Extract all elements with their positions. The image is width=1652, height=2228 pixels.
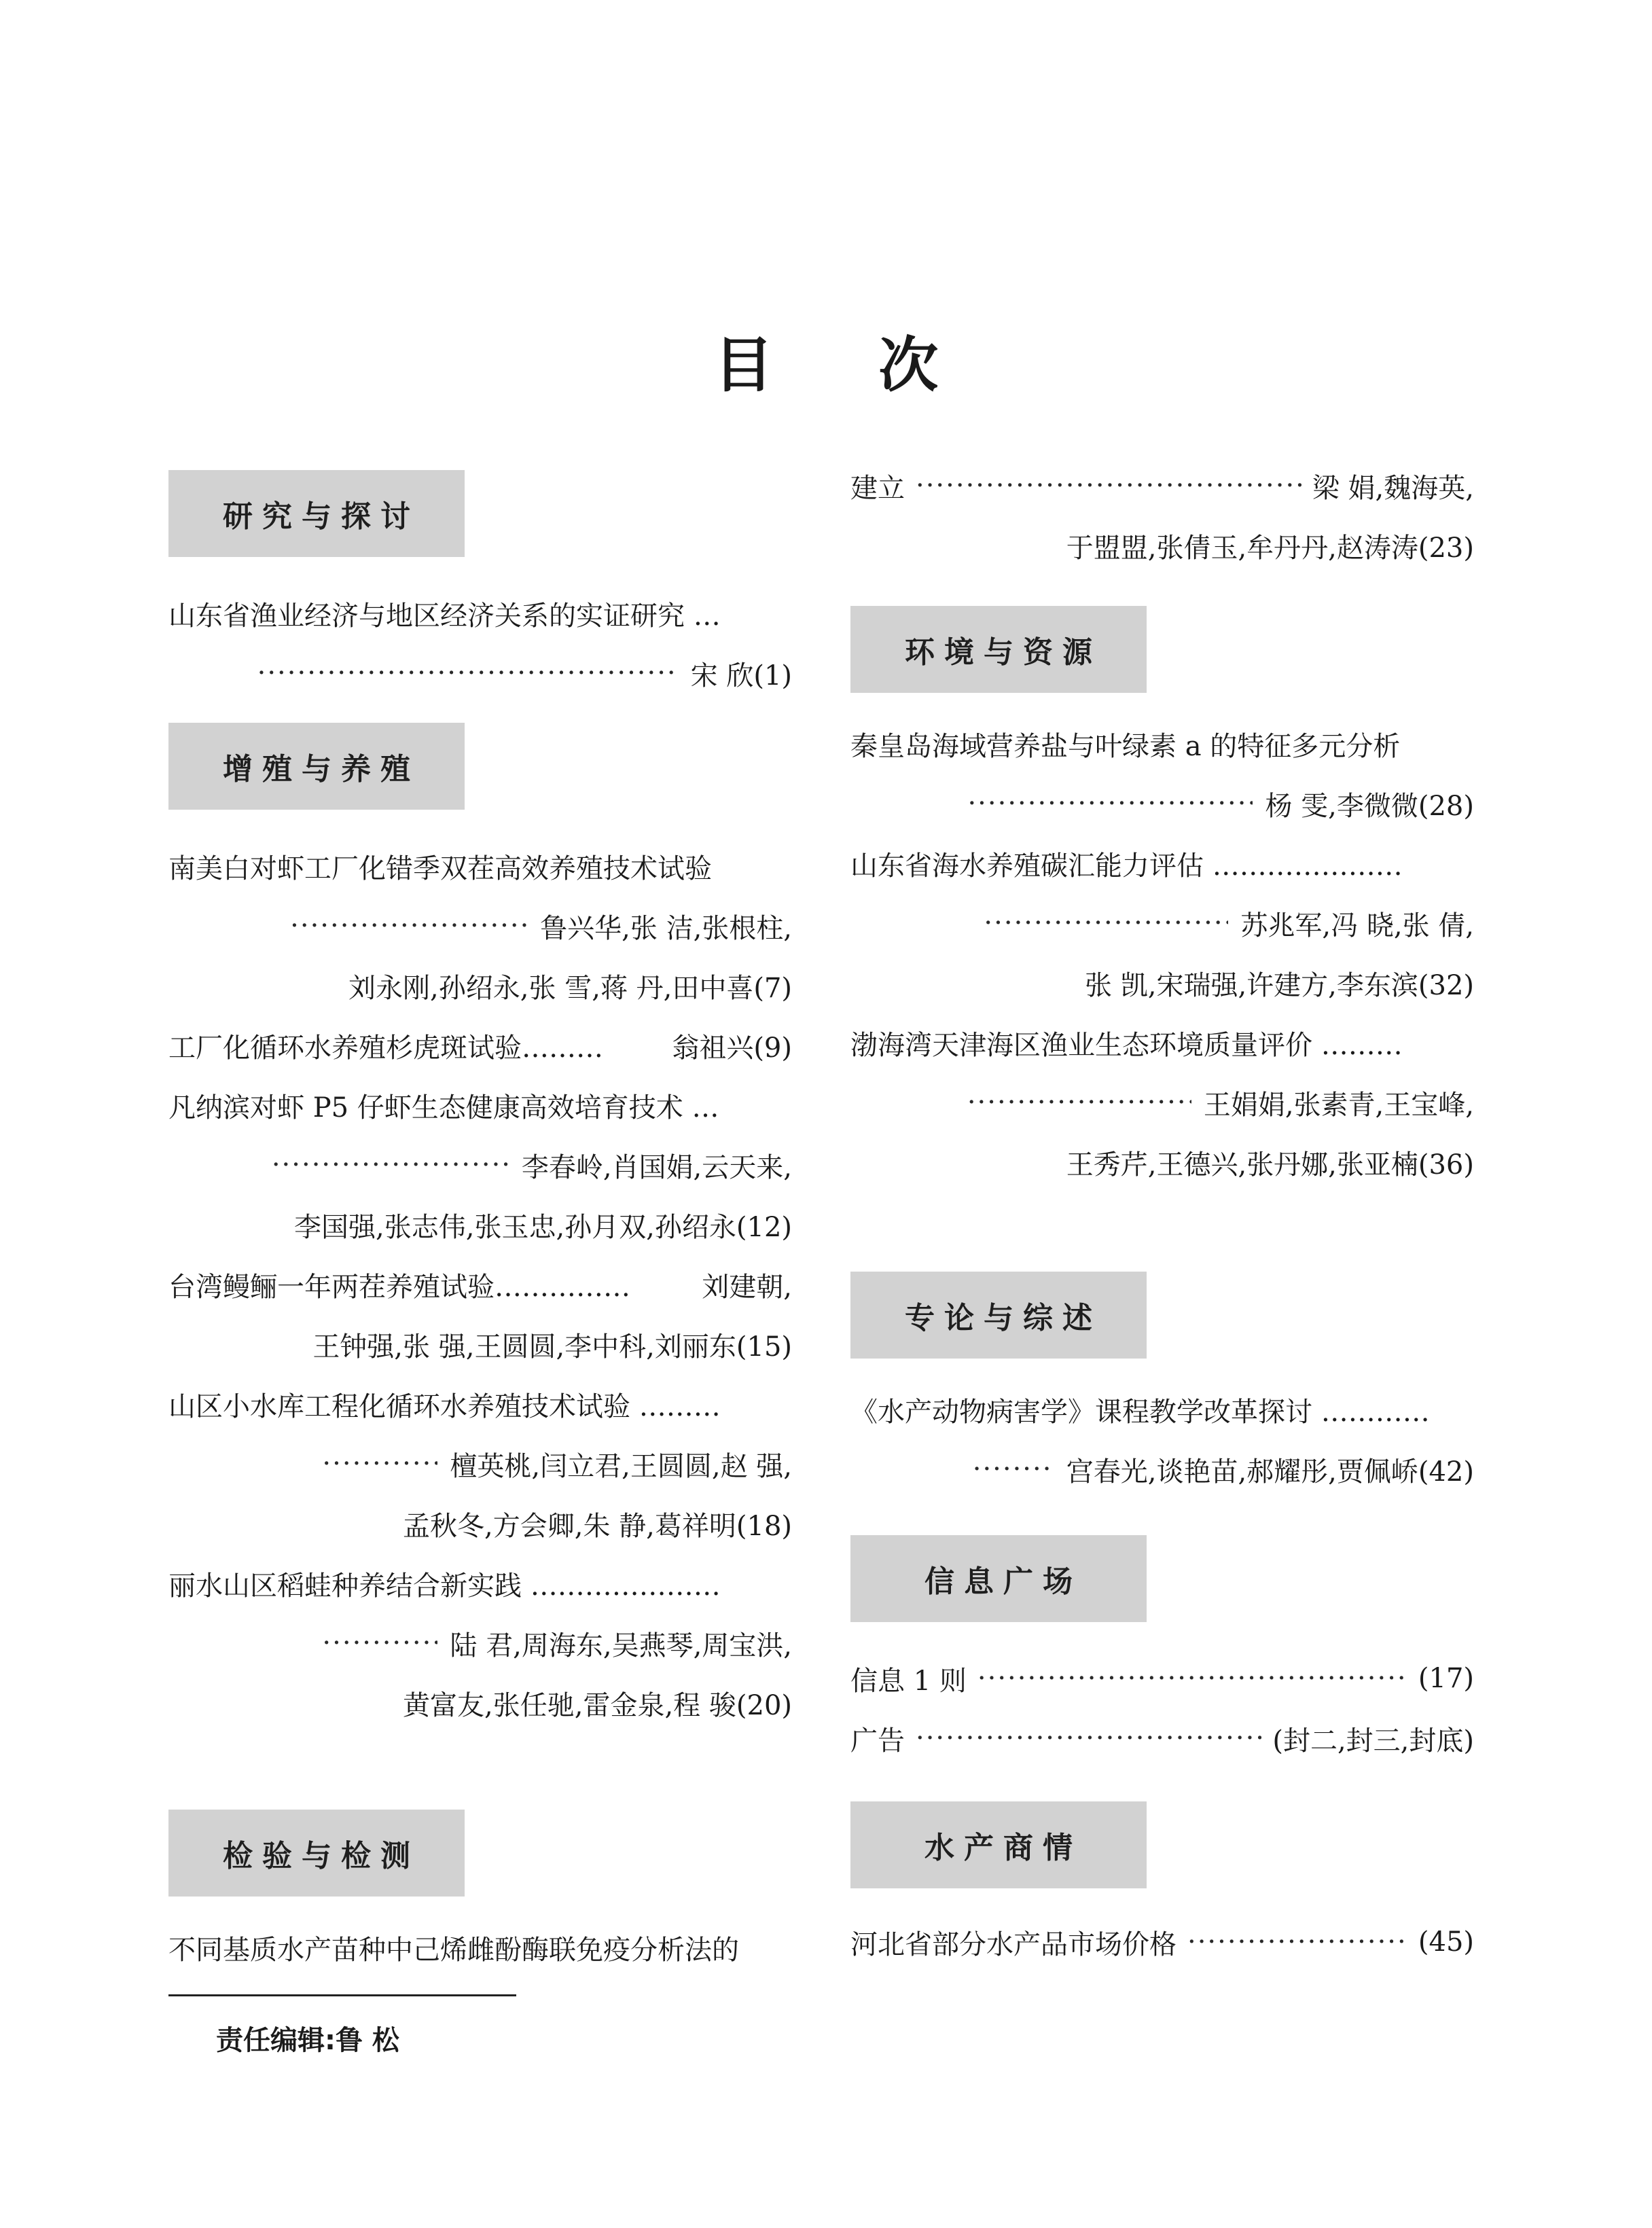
toc-entry-title[interactable]: 山东省海水养殖碳汇能力评估 …………………: [850, 850, 1403, 882]
page-number: (17): [1418, 1663, 1474, 1694]
leader-dots: [1187, 1926, 1407, 1958]
toc-entry[interactable]: [168, 1263, 792, 1306]
section-market: 水产商情: [850, 1801, 1147, 1888]
toc-entry-title[interactable]: 丽水山区稻蛙种养结合新实践 …………………: [168, 1570, 721, 1602]
authors: 宫春光,谈艳苗,郝耀彤,贾佩峤(42): [1066, 1456, 1474, 1488]
page-title: 目 次: [713, 330, 981, 400]
entry-title: 台湾鳗鲡一年两茬养殖试验……………: [168, 1271, 630, 1303]
footnote-separator: [168, 1994, 516, 1996]
authors: 李春岭,肖国娟,云天来,: [521, 1151, 792, 1183]
authors: 陆 君,周海东,吴燕琴,周宝洪,: [450, 1630, 792, 1661]
leader-dots: [322, 1448, 437, 1479]
toc-entry-authors[interactable]: [850, 902, 1474, 944]
leader-dots: [916, 470, 1301, 501]
leader-dots: [977, 1663, 1407, 1694]
entry-title: 建立: [850, 472, 905, 504]
authors: 王娟娟,张素青,王宝峰,: [1203, 1089, 1474, 1121]
toc-entry-authors[interactable]: [168, 652, 792, 694]
leader-dots: [290, 910, 528, 941]
toc-entry-authors: 李国强,张志伟,张玉忠,孙月双,孙绍永(12): [294, 1211, 792, 1243]
leader-dots: [967, 1087, 1191, 1118]
toc-entry-authors: 孟秋冬,方会卿,朱 静,葛祥明(18): [403, 1510, 792, 1542]
authors: 宋 欣(1): [690, 660, 792, 691]
toc-entry-title[interactable]: 山东省渔业经济与地区经济关系的实证研究 …: [168, 600, 721, 632]
toc-entry[interactable]: [850, 1921, 1474, 1963]
section-info: 信息广场: [850, 1535, 1147, 1622]
authors: 杨 雯,李微微(28): [1265, 790, 1474, 822]
toc-entry-title[interactable]: 凡纳滨对虾 P5 仔虾生态健康高效培育技术 …: [168, 1092, 719, 1124]
toc-entry-authors: 张 凯,宋瑞强,许建方,李东滨(32): [1085, 969, 1474, 1001]
section-reviews: 专论与综述: [850, 1272, 1147, 1359]
toc-entry-title[interactable]: 秦皇岛海域营养盐与叶绿素 a 的特征多元分析: [850, 730, 1401, 762]
section-environment: 环境与资源: [850, 606, 1147, 693]
toc-entry-authors[interactable]: [168, 905, 792, 947]
authors: 苏兆军,冯 晓,张 倩,: [1240, 910, 1474, 941]
entry-title: 河北省部分水产品市场价格: [850, 1928, 1177, 1960]
toc-entry-authors: 刘永刚,孙绍永,张 雪,蒋 丹,田中喜(7): [348, 972, 792, 1004]
leader-dots: [916, 1723, 1261, 1754]
responsible-editor: 责任编辑:鲁 松: [216, 2025, 399, 2056]
authors: 鲁兴华,张 洁,张根柱,: [540, 912, 792, 944]
toc-entry-authors[interactable]: [168, 1443, 792, 1485]
toc-entry-title[interactable]: 山区小水库工程化循环水养殖技术试验 ………: [168, 1390, 721, 1422]
toc-entry[interactable]: [168, 1024, 792, 1066]
page-number: (封二,封三,封底): [1272, 1725, 1474, 1757]
toc-entry-authors: 王秀芹,王德兴,张丹娜,张亚楠(36): [1066, 1149, 1474, 1181]
authors: 檀英桃,闫立君,王圆圆,赵 强,: [450, 1450, 792, 1482]
leader-dots: [257, 658, 679, 689]
toc-entry-authors: 黄富友,张任驰,雷金泉,程 骏(20): [403, 1689, 792, 1721]
toc-entry[interactable]: [850, 1717, 1474, 1759]
entry-title: 信息 1 则: [850, 1665, 967, 1697]
toc-entry-title[interactable]: 不同基质水产苗种中己烯雌酚酶联免疫分析法的: [168, 1934, 739, 1966]
entry-title: 工厂化循环水养殖杉虎斑试验………: [168, 1032, 603, 1064]
authors: 刘建朝,: [702, 1271, 792, 1303]
toc-entry-title[interactable]: 南美白对虾工厂化错季双茬高效养殖技术试验: [168, 852, 712, 884]
toc-entry-authors: 于盟盟,张倩玉,牟丹丹,赵涛涛(23): [1066, 532, 1474, 564]
toc-entry[interactable]: [850, 465, 1474, 507]
section-research: 研究与探讨: [168, 470, 465, 557]
leader-dots: [272, 1149, 509, 1181]
leader-dots: [322, 1628, 437, 1659]
toc-entry-authors: 王钟强,张 强,王圆圆,李中科,刘丽东(15): [312, 1331, 792, 1363]
toc-entry-authors[interactable]: [850, 1448, 1474, 1490]
toc-entry-title[interactable]: 《水产动物病害学》课程教学改革探讨 …………: [850, 1396, 1430, 1428]
authors: 梁 娟,魏海英,: [1312, 472, 1474, 504]
toc-entry-authors[interactable]: [168, 1622, 792, 1664]
toc-entry-authors[interactable]: [850, 1081, 1474, 1124]
toc-entry[interactable]: [850, 1657, 1474, 1700]
section-breeding: 增殖与养殖: [168, 723, 465, 810]
entry-title: 广告: [850, 1725, 905, 1757]
leader-dots: [984, 908, 1228, 939]
toc-entry-authors[interactable]: [850, 783, 1474, 825]
leader-dots: [973, 1454, 1054, 1485]
page-number: (45): [1418, 1926, 1474, 1958]
authors: 翁祖兴(9): [672, 1032, 792, 1064]
toc-entry-title[interactable]: 渤海湾天津海区渔业生态环境质量评价 ………: [850, 1029, 1403, 1061]
leader-dots: [967, 788, 1253, 819]
toc-entry-authors[interactable]: [168, 1144, 792, 1186]
section-testing: 检验与检测: [168, 1810, 465, 1897]
